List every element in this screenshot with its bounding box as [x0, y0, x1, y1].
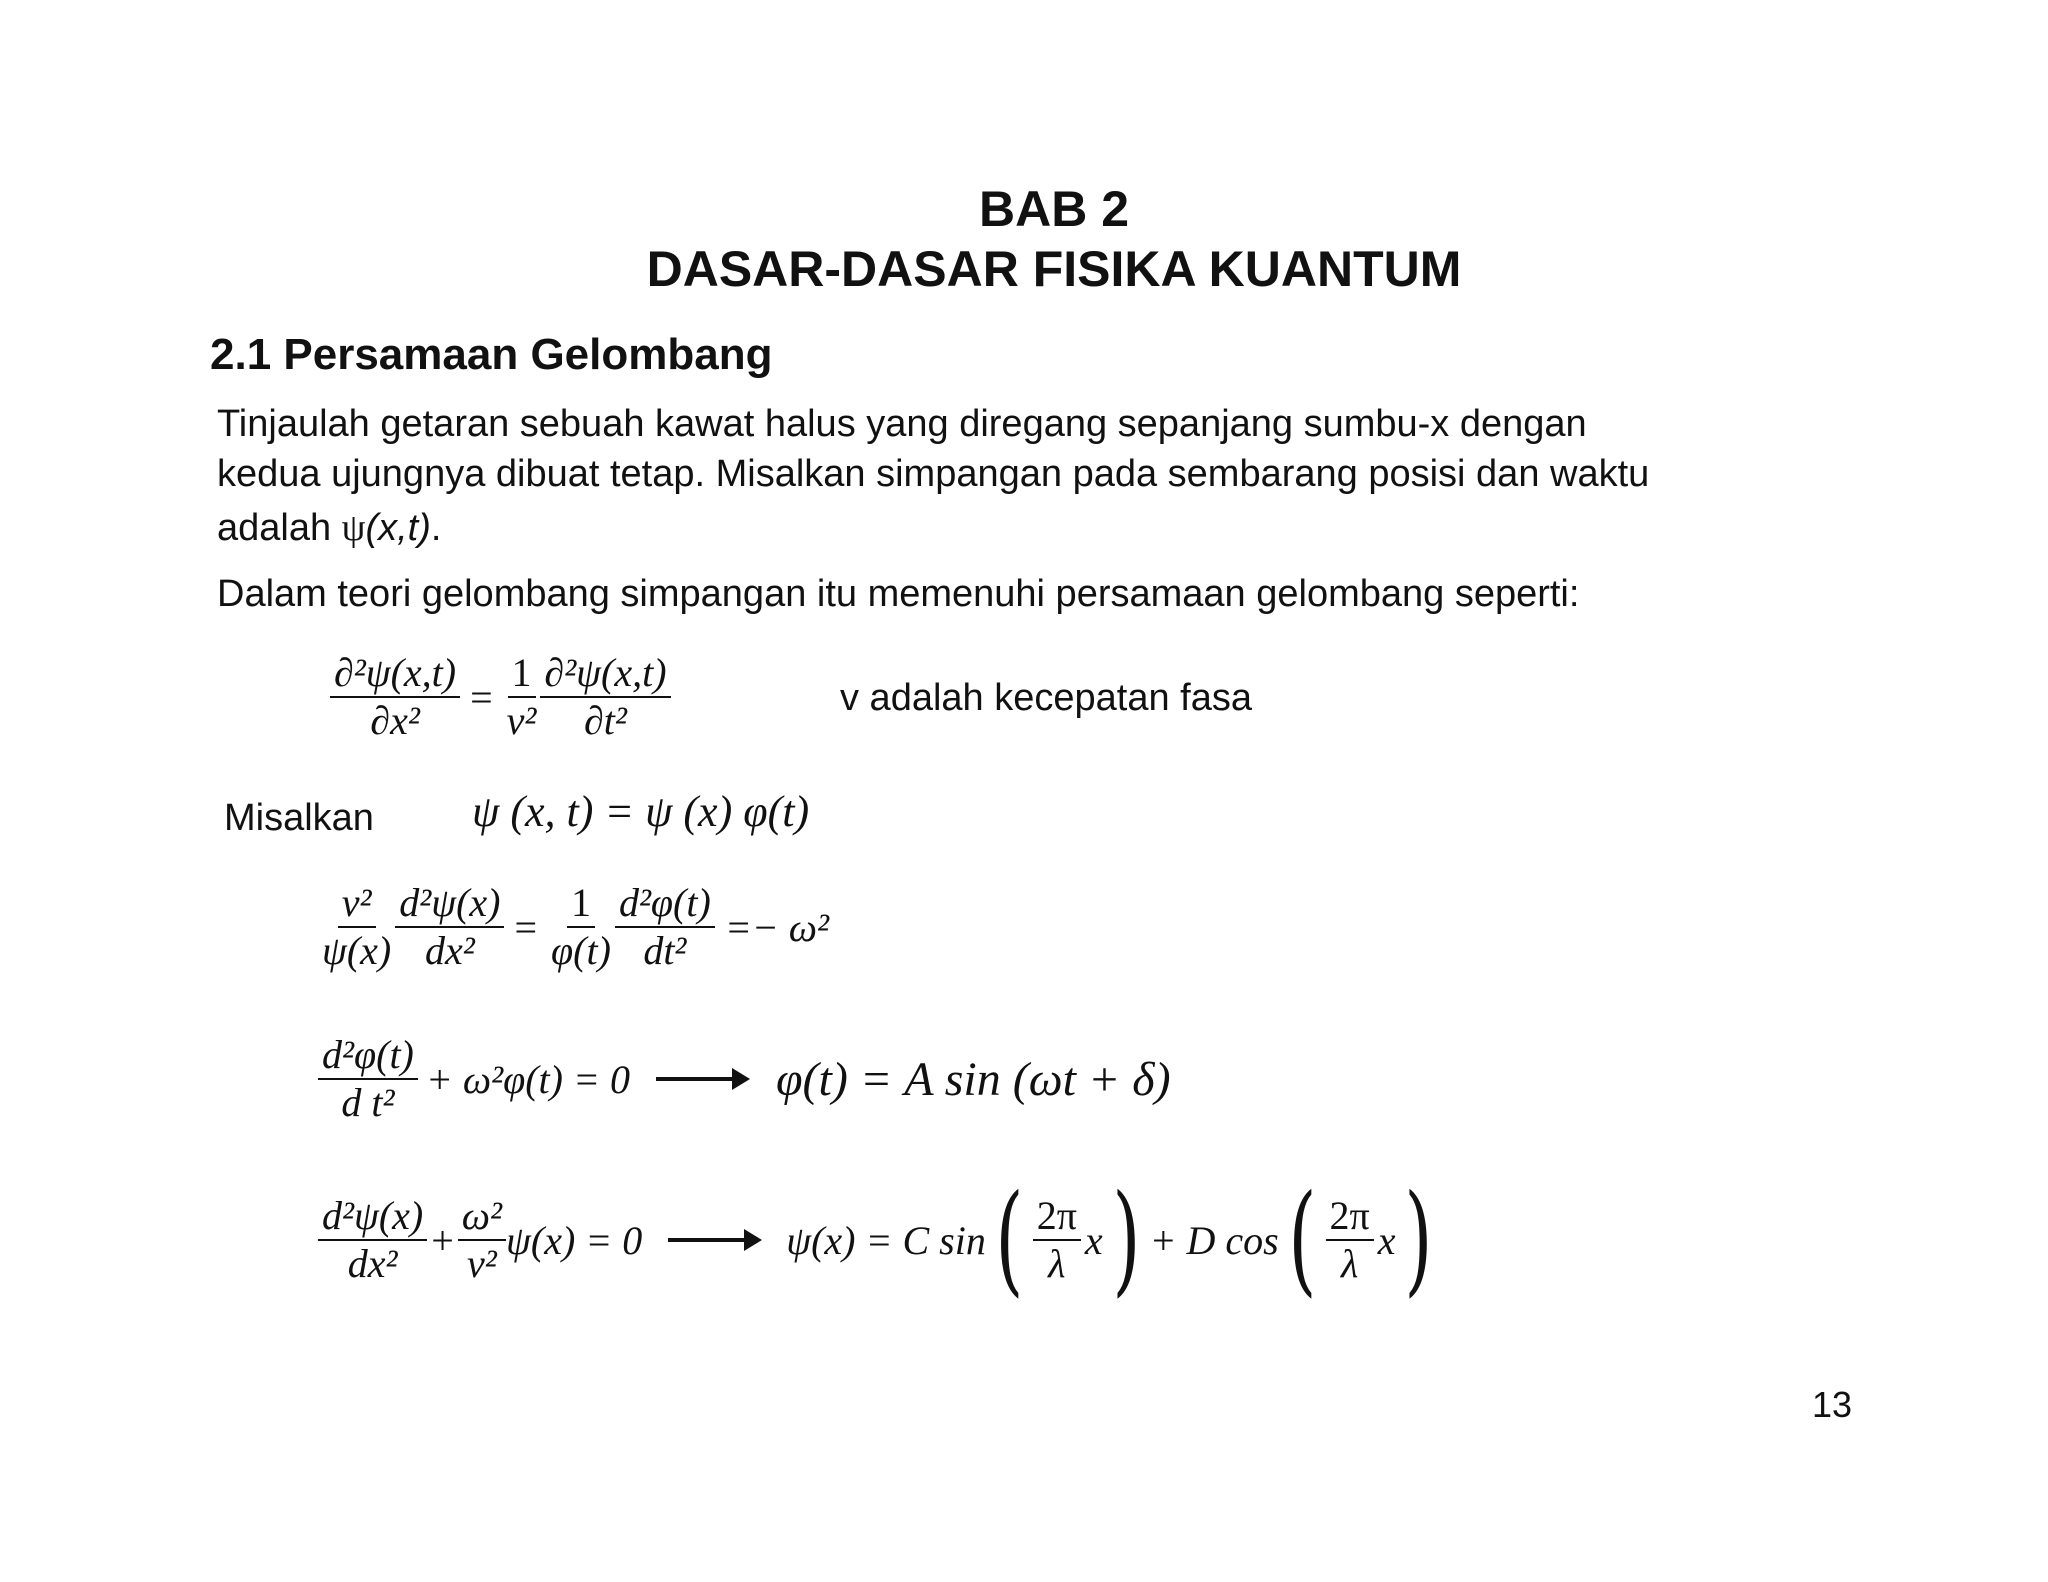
sep-c-fraction — [547, 880, 615, 974]
space-plus: + — [431, 1217, 454, 1263]
sep-d-fraction — [615, 880, 715, 974]
time-den: d t² — [341, 1080, 395, 1125]
separation-expr: ψ (x, t) = ψ (x) φ(t) — [472, 787, 810, 836]
wave-lhs-fraction — [330, 650, 460, 744]
time-rest: + ω²φ(t) = 0 — [425, 1056, 630, 1102]
space-sol-mid: + D cos — [1149, 1217, 1279, 1263]
paragraph-line-2: kedua ujungnya dibuat tetap. Misalkan simpangan pada sembarang posisi dan waktu — [217, 453, 1650, 495]
space-sol-x2: x — [1377, 1217, 1396, 1263]
wave-rhs-fraction — [540, 650, 670, 744]
arrow-icon — [668, 1238, 756, 1242]
left-paren-icon: ( — [1288, 1170, 1317, 1309]
wave-lhs-den: ∂x² — [370, 698, 420, 743]
left-paren-icon: ( — [995, 1170, 1024, 1309]
separation-label: Misalkan — [224, 797, 374, 839]
space-sol-frac-den: λ — [1048, 1241, 1066, 1286]
time-equation — [318, 1032, 1171, 1126]
space-sol-frac2-den: λ — [1340, 1241, 1359, 1286]
sep-a-fraction — [318, 880, 395, 974]
space-sol-fraction — [1033, 1193, 1081, 1287]
space-sol-x: x — [1084, 1217, 1103, 1263]
wave-coef-den: v² — [506, 698, 537, 743]
space-fraction — [318, 1193, 427, 1287]
sep-d-den: dt² — [643, 928, 687, 973]
space-num: d²ψ(x) — [318, 1193, 427, 1241]
time-solution: φ(t) = A sin (ωt + δ) — [775, 1052, 1171, 1106]
space-rest: ψ(x) = 0 — [506, 1217, 643, 1263]
sep-a-den: ψ(x) — [322, 928, 392, 973]
space-coef-num: ω² — [458, 1193, 506, 1241]
sep-c-num: 1 — [567, 880, 595, 928]
sep-b-den: dx² — [424, 928, 475, 973]
space-coef-fraction — [458, 1193, 506, 1287]
wave-rhs-den: ∂t² — [584, 698, 627, 743]
space-coef-den: v² — [467, 1241, 497, 1286]
right-paren-icon: ) — [1404, 1170, 1433, 1309]
space-den: dx² — [347, 1241, 398, 1286]
paragraph-line-4: Dalam teori gelombang simpangan itu memenuhi persamaan gelombang seperti: — [217, 573, 1580, 615]
sep-d-num: d²φ(t) — [615, 880, 715, 928]
chapter-title: DASAR-DASAR FISIKA KUANTUM — [646, 241, 1462, 297]
chapter-number: BAB 2 — [978, 181, 1130, 237]
sep-a-num: v² — [338, 880, 376, 928]
sep-equals: = — [514, 904, 538, 950]
time-num: d²φ(t) — [318, 1032, 418, 1080]
space-equation — [318, 1170, 1442, 1309]
space-sol-frac-num: 2π — [1033, 1193, 1081, 1241]
page-number: 13 — [1812, 1384, 1853, 1425]
psi-args: (x,t) — [365, 507, 431, 549]
separated-equation — [318, 880, 839, 974]
sep-b-num: d²ψ(x) — [395, 880, 504, 928]
line3-suffix: . — [430, 507, 442, 549]
sep-rhs: =− ω² — [724, 904, 830, 950]
psi-symbol: ψ — [341, 507, 366, 549]
line3-prefix: adalah — [217, 507, 342, 549]
section-title: 2.1 Persamaan Gelombang — [210, 330, 773, 379]
space-sol-fraction-2 — [1326, 1193, 1374, 1287]
wave-rhs-num: ∂²ψ(x,t) — [540, 650, 670, 698]
wave-coef-num: 1 — [508, 650, 536, 698]
paragraph-line-3 — [217, 502, 441, 554]
space-sol-frac2-num: 2π — [1326, 1193, 1374, 1241]
paragraph-line-1: Tinjaulah getaran sebuah kawat halus yang diregang sepanjang sumbu-x dengan — [217, 403, 1587, 445]
wave-lhs-num: ∂²ψ(x,t) — [330, 650, 460, 698]
space-sol-lhs: ψ(x) = C sin — [786, 1217, 986, 1263]
wave-equation — [330, 650, 671, 744]
sep-c-den: φ(t) — [551, 928, 611, 973]
time-fraction — [318, 1032, 418, 1126]
arrow-icon — [656, 1077, 744, 1081]
wave-coef-fraction — [503, 650, 541, 744]
sep-b-fraction — [395, 880, 504, 974]
wave-equals: = — [470, 674, 493, 720]
wave-note: v adalah kecepatan fasa — [840, 677, 1252, 719]
right-paren-icon: ) — [1112, 1170, 1141, 1309]
